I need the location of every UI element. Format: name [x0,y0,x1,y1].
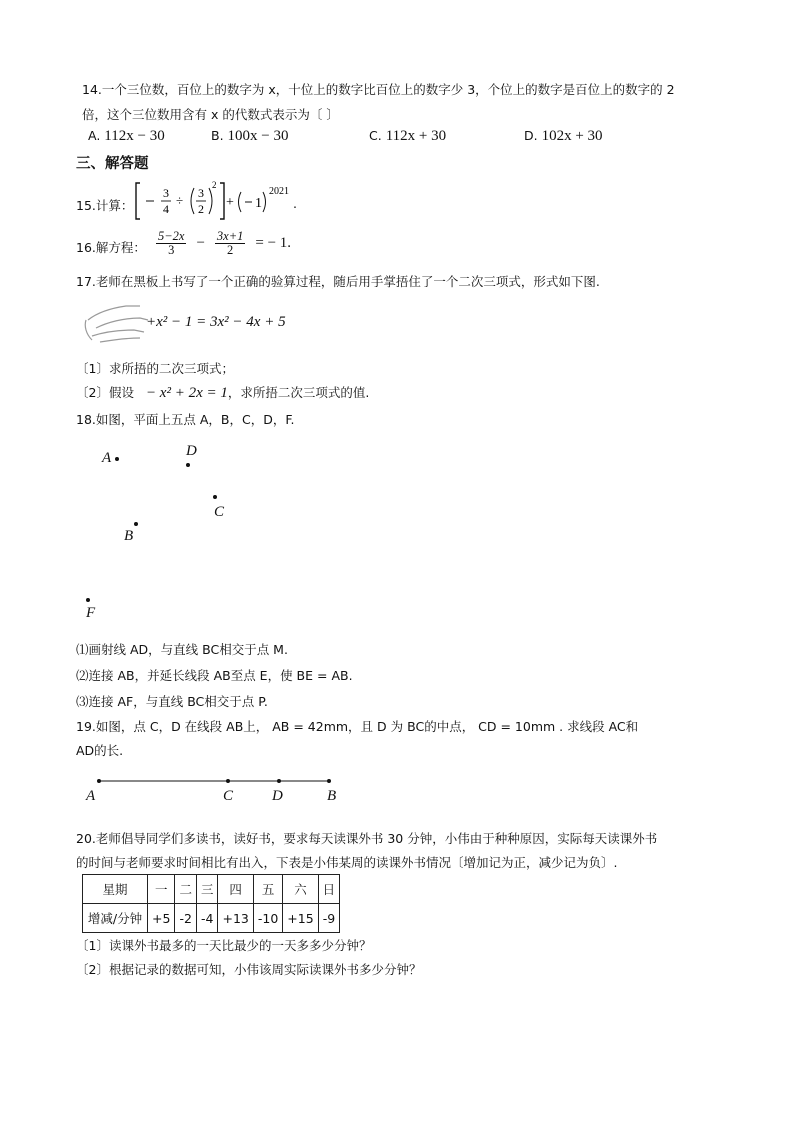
q14-line2: 倍，这个三位数用含有 x 的代数式表示为〔 〕 [82,107,339,122]
q18-sub1: ⑴画射线 AD，与直线 BC相交于点 M. [76,642,288,657]
q15-prefix: 15.计算： [76,198,134,213]
label-c: C [214,504,225,520]
q20-sub2: 〔2〕根据记录的数据可知，小伟该周实际读课外书多少分钟？ [76,962,422,977]
label-d: D [186,443,197,459]
q17-text: 17.老师在黑板上书写了一个正确的验算过程，随后用手掌捂住了一个二次三项式，形式如下图. [76,274,600,289]
seg-label-d: D [272,788,283,804]
q14-option-d: D. 102x + 30 [524,128,603,144]
q20-line1: 20.老师倡导同学们多读书，读好书，要求每天读课外书 30 分钟，小伟由于种种原因，实际每天读课外书 [76,831,658,846]
table-header-row: 星期 一 二 三 四 五 六 日 [83,875,340,904]
q16-prefix: 16.解方程： [76,240,146,255]
seg-label-b: B [327,788,337,804]
q17-equation: +x² − 1 = 3x² − 4x + 5 [146,314,286,330]
q15-period: . [293,196,297,211]
fraction-2: $\frac{3x+1}{2}$ [216,229,244,257]
seg-label-c: C [223,788,234,804]
q14-option-c: C. 112x + 30 [369,128,447,144]
q19-line2: AD的长. [76,743,124,758]
minus-sign: − [196,235,205,251]
label-b: B [124,528,134,544]
q17-sub2: 〔2〕假设 − x² + 2x = 1，求所捂二次三项式的值. [76,385,370,401]
q14-option-a: A. 112x − 30 [88,128,165,144]
svg-text:+: + [226,195,234,210]
q16-equation: $\frac{5-2x}{3}$ − $\frac{3x+1}{2}$ = − 1. [158,229,292,257]
svg-text:3: 3 [163,186,169,200]
svg-text:3: 3 [198,186,204,200]
svg-text:4: 4 [163,202,169,216]
q17-sub1: 〔1〕求所捂的二次三项式； [76,361,234,376]
q18-sub2: ⑵连接 AB，并延长线段 AB至点 E，使 BE = AB. [76,668,353,683]
table-row: 增减/分钟 +5 -2 -4 +13 -10 +15 -9 [83,904,340,933]
q18-sub3: ⑶连接 AF，与直线 BC相交于点 P. [76,694,268,709]
q20-line2: 的时间与老师要求时间相比有出入，下表是小伟某周的读课外书情况〔增加记为正，减少记为负〕. [76,855,618,870]
section-heading: 三、解答题 [76,156,149,172]
fraction-1: $\frac{5-2x}{3}$ [158,229,185,257]
svg-text:2: 2 [198,202,204,216]
svg-text:2021: 2021 [269,186,289,197]
q19-line1: 19.如图，点 C，D 在线段 AB上， AB = 42mm，且 D 为 BC的中点， CD = 10mm . 求线段 AC和 [76,719,639,734]
q14-line1: 14.一个三位数，百位上的数字为 x，十位上的数字比百位上的数字少 3，个位上的数字是百位上的数字的 2 [82,82,675,97]
svg-text:1: 1 [255,196,262,211]
q18-text: 18.如图，平面上五点 A，B，C，D，F. [76,412,295,427]
q14-option-b: B. 100x − 30 [211,128,289,144]
svg-text:2: 2 [212,180,217,190]
reading-table [82,874,340,933]
q20-sub1: 〔1〕读课外书最多的一天比最少的一天多多少分钟？ [76,938,372,953]
label-a: A [102,450,112,466]
seg-label-a: A [86,788,96,804]
label-f: F [86,605,96,621]
svg-text:÷: ÷ [176,193,184,208]
